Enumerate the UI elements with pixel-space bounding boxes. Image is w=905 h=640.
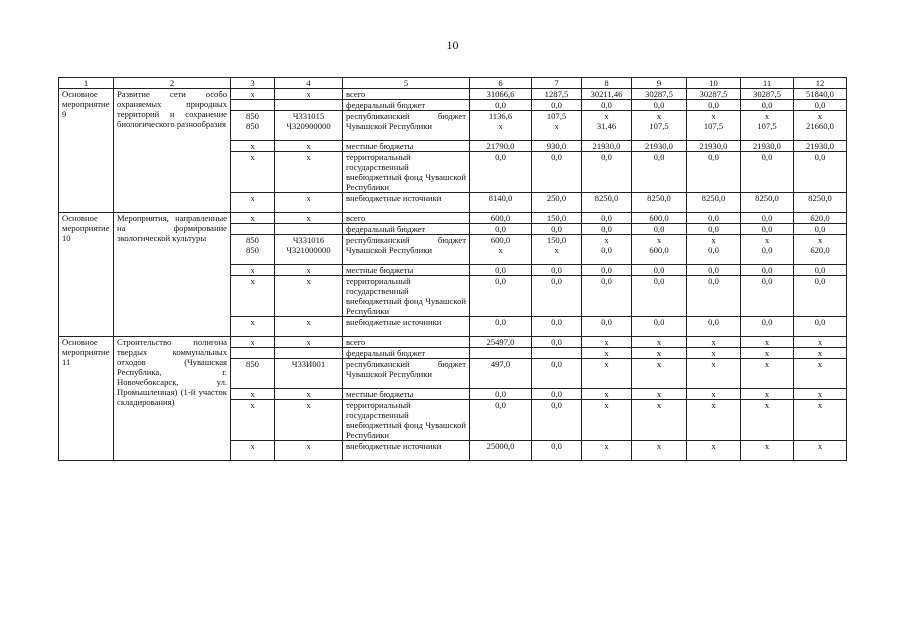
classification-code: x xyxy=(275,337,343,348)
classification-code: x xyxy=(275,213,343,224)
value-cell: 0,0 xyxy=(532,152,582,193)
value-cell: x 21660,0 xyxy=(794,111,847,141)
value-cell: x xyxy=(582,337,632,348)
header-cell-12: 12 xyxy=(794,78,847,89)
value-cell: 0,0 xyxy=(794,152,847,193)
table-row xyxy=(59,89,847,100)
value-cell: x xyxy=(687,359,741,389)
value-cell: 0,0 xyxy=(687,213,741,224)
value-cell: 30287,5 xyxy=(632,89,687,100)
value-cell: x xyxy=(632,389,687,400)
value-cell: 30211,46 xyxy=(582,89,632,100)
page-number: 10 xyxy=(446,38,459,52)
value-cell: 51840,0 xyxy=(794,89,847,100)
recipient-code: x xyxy=(231,389,275,400)
value-cell: 0,0 xyxy=(794,224,847,235)
funding-source: всего xyxy=(343,89,470,100)
header-cell-10: 10 xyxy=(687,78,741,89)
value-cell: 0,0 xyxy=(632,152,687,193)
classification-code: Ч33И001 xyxy=(275,359,343,389)
value-cell: 0,0 xyxy=(741,276,794,317)
recipient-code: 850 850 xyxy=(231,111,275,141)
value-cell: 0,0 xyxy=(470,265,532,276)
value-cell: x xyxy=(687,389,741,400)
value-cell: x xyxy=(632,441,687,461)
value-cell: x xyxy=(741,337,794,348)
value-cell: 0,0 xyxy=(741,317,794,337)
value-cell: 0,0 xyxy=(582,213,632,224)
classification-code: x xyxy=(275,193,343,213)
recipient-code xyxy=(231,100,275,111)
value-cell: 8140,0 xyxy=(470,193,532,213)
value-cell: 1136,6 x xyxy=(470,111,532,141)
recipient-code xyxy=(231,224,275,235)
value-cell: 8250,0 xyxy=(794,193,847,213)
value-cell: x 0,0 xyxy=(741,235,794,265)
funding-source: федеральный бюджет xyxy=(343,348,470,359)
value-cell: x xyxy=(794,389,847,400)
recipient-code: 850 850 xyxy=(231,235,275,265)
value-cell: 0,0 xyxy=(470,152,532,193)
value-cell: x xyxy=(741,441,794,461)
value-cell xyxy=(470,348,532,359)
funding-source: территориальный государственный внебюджетный фонд Чувашской Республики xyxy=(343,152,470,193)
classification-code: x xyxy=(275,317,343,337)
recipient-code: x xyxy=(231,141,275,152)
value-cell: x xyxy=(632,359,687,389)
value-cell: 8250,0 xyxy=(582,193,632,213)
header-cell-9: 9 xyxy=(632,78,687,89)
value-cell xyxy=(532,348,582,359)
value-cell: 250,0 xyxy=(532,193,582,213)
value-cell: 0,0 xyxy=(532,265,582,276)
value-cell: 0,0 xyxy=(741,152,794,193)
recipient-code: x xyxy=(231,276,275,317)
value-cell: 0,0 xyxy=(470,100,532,111)
value-cell: 21930,0 xyxy=(794,141,847,152)
funding-source: всего xyxy=(343,213,470,224)
value-cell: 21930,0 xyxy=(632,141,687,152)
value-cell: x 600,0 xyxy=(632,235,687,265)
event-name: Основное мероприятие 11 xyxy=(59,337,114,461)
classification-code xyxy=(275,348,343,359)
classification-code: x xyxy=(275,400,343,441)
value-cell: 21930,0 xyxy=(687,141,741,152)
value-cell: 600,0 x xyxy=(470,235,532,265)
value-cell: 600,0 xyxy=(470,213,532,224)
value-cell: 30287,5 xyxy=(687,89,741,100)
value-cell: 0,0 xyxy=(687,224,741,235)
value-cell: 0,0 xyxy=(632,224,687,235)
classification-code: x xyxy=(275,441,343,461)
value-cell: 0,0 xyxy=(532,359,582,389)
value-cell: x xyxy=(794,441,847,461)
value-cell: 600,0 xyxy=(632,213,687,224)
recipient-code: x xyxy=(231,441,275,461)
recipient-code: x xyxy=(231,193,275,213)
value-cell: 0,0 xyxy=(532,389,582,400)
value-cell: 0,0 xyxy=(687,276,741,317)
header-cell-7: 7 xyxy=(532,78,582,89)
budget-table xyxy=(58,77,847,461)
value-cell: 0,0 xyxy=(532,337,582,348)
value-cell: x xyxy=(794,337,847,348)
value-cell: 21930,0 xyxy=(741,141,794,152)
value-cell: 25497,0 xyxy=(470,337,532,348)
value-cell: x xyxy=(687,337,741,348)
value-cell: x xyxy=(794,348,847,359)
value-cell: 8250,0 xyxy=(687,193,741,213)
value-cell: x xyxy=(794,400,847,441)
value-cell: x xyxy=(632,337,687,348)
header-cell-2: 2 xyxy=(114,78,231,89)
value-cell: x xyxy=(582,348,632,359)
value-cell: x xyxy=(794,359,847,389)
header-cell-5: 5 xyxy=(343,78,470,89)
recipient-code: x xyxy=(231,265,275,276)
recipient-code: x xyxy=(231,337,275,348)
value-cell: 21790,0 xyxy=(470,141,532,152)
value-cell: x 31,46 xyxy=(582,111,632,141)
value-cell: 150,0 xyxy=(532,213,582,224)
value-cell: 0,0 xyxy=(632,100,687,111)
recipient-code: 850 xyxy=(231,359,275,389)
value-cell: 0,0 xyxy=(532,276,582,317)
value-cell: 0,0 xyxy=(532,100,582,111)
value-cell: 30287,5 xyxy=(741,89,794,100)
value-cell: x 107,5 xyxy=(632,111,687,141)
value-cell: x 107,5 xyxy=(741,111,794,141)
table-body xyxy=(59,78,847,461)
value-cell: 25000,0 xyxy=(470,441,532,461)
value-cell: x xyxy=(741,359,794,389)
header-cell-1: 1 xyxy=(59,78,114,89)
value-cell: 0,0 xyxy=(632,317,687,337)
recipient-code: x xyxy=(231,89,275,100)
funding-source: всего xyxy=(343,337,470,348)
value-cell: 0,0 xyxy=(582,224,632,235)
header-cell-8: 8 xyxy=(582,78,632,89)
value-cell: x xyxy=(582,359,632,389)
value-cell: x xyxy=(632,348,687,359)
table-row xyxy=(59,337,847,348)
header-cell-4: 4 xyxy=(275,78,343,89)
value-cell: 0,0 xyxy=(794,265,847,276)
value-cell: x 0,0 xyxy=(687,235,741,265)
value-cell: 930,0 xyxy=(532,141,582,152)
funding-source: местные бюджеты xyxy=(343,141,470,152)
value-cell: x 620,0 xyxy=(794,235,847,265)
recipient-code: x xyxy=(231,152,275,193)
value-cell: x xyxy=(687,400,741,441)
funding-source: республиканский бюджет Чувашской Республики xyxy=(343,359,470,389)
classification-code: x xyxy=(275,152,343,193)
value-cell: x xyxy=(741,348,794,359)
value-cell: 0,0 xyxy=(470,317,532,337)
recipient-code: x xyxy=(231,400,275,441)
value-cell: 150,0 x xyxy=(532,235,582,265)
header-cell-11: 11 xyxy=(741,78,794,89)
value-cell: 0,0 xyxy=(741,224,794,235)
value-cell: 0,0 xyxy=(794,317,847,337)
funding-source: территориальный государственный внебюджетный фонд Чувашской Республики xyxy=(343,276,470,317)
classification-code: Ч331016 Ч321000000 xyxy=(275,235,343,265)
funding-source: внебюджетные источники xyxy=(343,441,470,461)
value-cell: 0,0 xyxy=(794,100,847,111)
value-cell: x xyxy=(582,441,632,461)
value-cell: 0,0 xyxy=(470,224,532,235)
value-cell: 0,0 xyxy=(687,100,741,111)
value-cell: 0,0 xyxy=(741,100,794,111)
value-cell: 0,0 xyxy=(582,100,632,111)
event-description: Развитие сети особо охраняемых природных территорий и сохранение биологического разнообразия xyxy=(114,89,231,213)
classification-code xyxy=(275,224,343,235)
value-cell: 0,0 xyxy=(470,389,532,400)
classification-code: x xyxy=(275,141,343,152)
funding-source: местные бюджеты xyxy=(343,389,470,400)
value-cell: 0,0 xyxy=(687,317,741,337)
value-cell: 0,0 xyxy=(532,441,582,461)
value-cell: 0,0 xyxy=(741,213,794,224)
value-cell: x 107,5 xyxy=(687,111,741,141)
value-cell: 0,0 xyxy=(470,400,532,441)
value-cell: 0,0 xyxy=(794,276,847,317)
table-row xyxy=(59,213,847,224)
value-cell: 620,0 xyxy=(794,213,847,224)
value-cell: x xyxy=(741,400,794,441)
funding-source: территориальный государственный внебюджетный фонд Чувашской Республики xyxy=(343,400,470,441)
header-cell-6: 6 xyxy=(470,78,532,89)
value-cell: 0,0 xyxy=(582,317,632,337)
classification-code: Ч331015 Ч320900000 xyxy=(275,111,343,141)
funding-source: федеральный бюджет xyxy=(343,224,470,235)
value-cell: x xyxy=(687,441,741,461)
classification-code: x xyxy=(275,89,343,100)
value-cell: 0,0 xyxy=(582,265,632,276)
value-cell: 8250,0 xyxy=(741,193,794,213)
classification-code: x xyxy=(275,265,343,276)
classification-code: x xyxy=(275,389,343,400)
event-description: Мероприятия, направленные на формирование экологической культуры xyxy=(114,213,231,337)
value-cell: 21930,0 xyxy=(582,141,632,152)
header-cell-3: 3 xyxy=(231,78,275,89)
value-cell: 497,0 xyxy=(470,359,532,389)
funding-source: республиканский бюджет Чувашской Республики xyxy=(343,235,470,265)
value-cell: 0,0 xyxy=(532,224,582,235)
classification-code xyxy=(275,100,343,111)
funding-source: федеральный бюджет xyxy=(343,100,470,111)
value-cell: x xyxy=(741,389,794,400)
event-name: Основное мероприятие 10 xyxy=(59,213,114,337)
value-cell: 0,0 xyxy=(687,265,741,276)
value-cell: 0,0 xyxy=(532,400,582,441)
value-cell: x xyxy=(687,348,741,359)
funding-source: республиканский бюджет Чувашской Республики xyxy=(343,111,470,141)
funding-source: местные бюджеты xyxy=(343,265,470,276)
value-cell: 0,0 xyxy=(632,276,687,317)
value-cell: 0,0 xyxy=(582,152,632,193)
recipient-code: x xyxy=(231,213,275,224)
value-cell: 107,5 x xyxy=(532,111,582,141)
funding-source: внебюджетные источники xyxy=(343,317,470,337)
recipient-code: x xyxy=(231,317,275,337)
value-cell: x xyxy=(582,400,632,441)
header-row xyxy=(59,78,847,89)
recipient-code xyxy=(231,348,275,359)
value-cell: 31066,6 xyxy=(470,89,532,100)
value-cell: 0,0 xyxy=(687,152,741,193)
value-cell: 0,0 xyxy=(470,276,532,317)
value-cell: 0,0 xyxy=(632,265,687,276)
funding-source: внебюджетные источники xyxy=(343,193,470,213)
value-cell: 0,0 xyxy=(741,265,794,276)
value-cell: x 0,0 xyxy=(582,235,632,265)
value-cell: 1287,5 xyxy=(532,89,582,100)
value-cell: 0,0 xyxy=(532,317,582,337)
event-name: Основное мероприятие 9 xyxy=(59,89,114,213)
classification-code: x xyxy=(275,276,343,317)
value-cell: 0,0 xyxy=(582,276,632,317)
event-description: Строительство полигона твердых коммунальных отходов (Чувашская Республика, г. Новочебоксарск, ул. Промышленная) (1-й участок складирования) xyxy=(114,337,231,461)
value-cell: x xyxy=(582,389,632,400)
value-cell: 8250,0 xyxy=(632,193,687,213)
value-cell: x xyxy=(632,400,687,441)
